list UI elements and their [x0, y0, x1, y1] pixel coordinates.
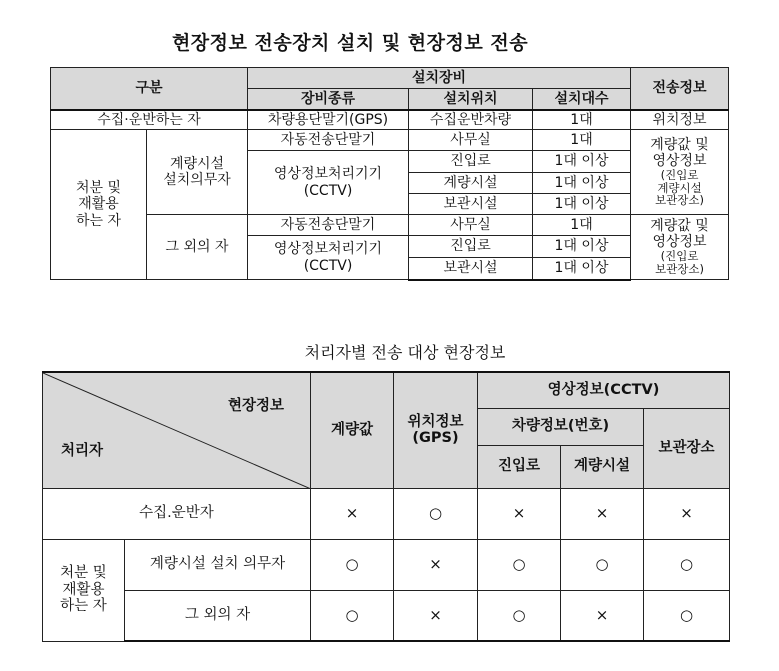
- table1-title: 현장정보 전송장치 설치 및 현장정보 전송: [171, 32, 529, 54]
- mark-cell: ○: [478, 539, 561, 590]
- mark-cell: ○: [311, 590, 394, 641]
- obligated-cctv-location: 진입로: [409, 151, 533, 173]
- header-entrance: 진입로: [478, 445, 561, 488]
- obligated-cctv-count: 1대 이상: [533, 151, 631, 173]
- mark-cell: ○: [478, 590, 561, 641]
- header-info: 전송정보: [631, 68, 729, 110]
- header-vehicle: 차량정보(번호): [478, 408, 644, 445]
- mark-cell: ×: [478, 488, 561, 539]
- others-cctv-count: 1대 이상: [533, 236, 631, 258]
- mark-cell: ○: [644, 539, 730, 590]
- others-info: 계량값 및 영상정보 (진입로 보관장소): [631, 215, 729, 280]
- others-label: 그 외의 자: [147, 215, 248, 280]
- obligated-label: 계량시설 설치의무자: [147, 130, 248, 215]
- mark-cell: ×: [394, 590, 478, 641]
- row-label: 계량시설 설치 의무자: [125, 539, 311, 590]
- disposer-label: 처분 및 재활용 하는 자: [43, 539, 125, 641]
- others-auto-location: 사무실: [409, 215, 533, 236]
- mark-cell: ×: [394, 539, 478, 590]
- mark-cell: ×: [644, 488, 730, 539]
- obligated-cctv-location: 보관시설: [409, 194, 533, 215]
- obligated-cctv-count: 1대 이상: [533, 173, 631, 194]
- mark-cell: ×: [561, 590, 644, 641]
- header-scale: 계량시설: [561, 445, 644, 488]
- row-label: 그 외의 자: [125, 590, 311, 641]
- others-auto-count: 1대: [533, 215, 631, 236]
- header-gps: 위치정보 (GPS): [394, 372, 478, 488]
- header-storage: 보관장소: [644, 408, 730, 488]
- diagonal-line: [43, 373, 311, 488]
- collector-type: 차량용단말기(GPS): [248, 110, 409, 130]
- diagonal-header-bottom: 처리자: [61, 442, 104, 459]
- obligated-auto-count: 1대: [533, 130, 631, 151]
- obligated-auto-type: 자동전송단말기: [248, 130, 409, 151]
- mark-cell: ○: [311, 539, 394, 590]
- others-cctv-location: 보관시설: [409, 258, 533, 280]
- row-label: 수집.운반자: [43, 488, 311, 539]
- collector-info: 위치정보: [631, 110, 729, 130]
- mark-cell: ○: [644, 590, 730, 641]
- header-category: 구분: [51, 68, 248, 110]
- collector-location: 수집운반차량: [409, 110, 533, 130]
- others-auto-type: 자동전송단말기: [248, 215, 409, 236]
- table2-title: 처리자별 전송 대상 현장정보: [304, 343, 506, 362]
- info-matrix-table: [42, 371, 730, 642]
- obligated-info: 계량값 및 영상정보 (진입로 계량시설 보관장소): [631, 130, 729, 215]
- obligated-cctv-count: 1대 이상: [533, 194, 631, 215]
- header-type: 장비종류: [248, 89, 409, 110]
- mark-cell: ×: [561, 488, 644, 539]
- mark-cell: ×: [311, 488, 394, 539]
- disposer-label: 처분 및 재활용 하는 자: [51, 130, 147, 280]
- obligated-auto-location: 사무실: [409, 130, 533, 151]
- others-cctv-count: 1대 이상: [533, 258, 631, 280]
- diagonal-header: [43, 372, 311, 488]
- obligated-cctv-type: 영상정보처리기기 (CCTV): [248, 151, 409, 215]
- header-count: 설치대수: [533, 89, 631, 110]
- obligated-cctv-location: 계량시설: [409, 173, 533, 194]
- collector-count: 1대: [533, 110, 631, 130]
- others-cctv-type: 영상정보처리기기 (CCTV): [248, 236, 409, 280]
- collector-label: 수집·운반하는 자: [51, 110, 248, 130]
- mark-cell: ○: [394, 488, 478, 539]
- header-equipment: 설치장비: [248, 68, 631, 89]
- header-cctv: 영상정보(CCTV): [478, 372, 730, 408]
- mark-cell: ○: [561, 539, 644, 590]
- equipment-table: [50, 67, 729, 281]
- others-cctv-location: 진입로: [409, 236, 533, 258]
- header-location: 설치위치: [409, 89, 533, 110]
- header-weight: 계량값: [311, 372, 394, 488]
- diagonal-header-top: 현장정보: [227, 398, 284, 414]
